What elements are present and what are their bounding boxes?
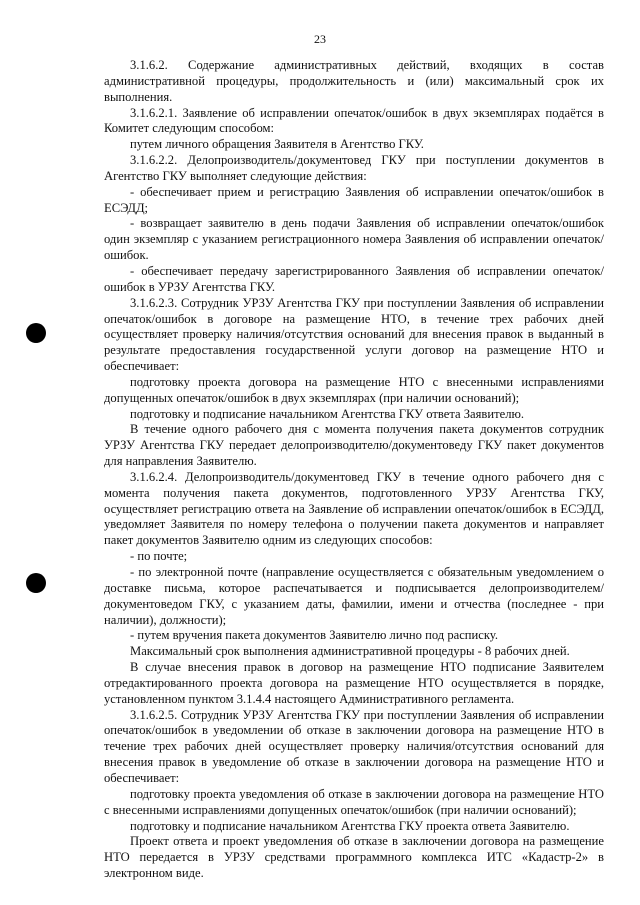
page-number: 23 [314, 32, 326, 46]
punch-hole [26, 323, 46, 343]
paragraph: - по почте; [130, 549, 188, 564]
paragraph: - путем вручения пакета документов Заявителю лично под расписку. [130, 628, 498, 643]
paragraph: 3.1.6.2.1. Заявление об исправлении опечаток/ошибок в двух экземплярах подаётся в Комитет следующим способом: [104, 105, 604, 136]
paragraph: 3.1.6.2.2. Делопроизводитель/документовед ГКУ при поступлении документов в Агентство ГКУ выполняет следующие действия: [104, 153, 604, 183]
paragraph: 3.1.6.2.5. Сотрудник УРЗУ Агентства ГКУ при поступлении Заявления об исправлении опечаток/ошибок в уведомлении об отказе в заключении договора на размещение НТО в течение трех рабочих дней осуществляет проверку наличия/отсутствия оснований для внесения правок в уведомление об отказе в заключении договора на размещение НТО и обеспечивает: [104, 707, 604, 785]
paragraph: подготовку и подписание начальником Агентства ГКУ ответа Заявителю. [130, 406, 525, 421]
paragraph: путем личного обращения Заявителя в Агентство ГКУ. [130, 137, 424, 152]
punch-hole [26, 573, 46, 593]
paragraph: Максимальный срок выполнения административной процедуры - 8 рабочих дней. [130, 644, 570, 659]
paragraph: - по электронной почте (направление осуществляется с обязательным уведомлением о доставке письма, которое распечатывается и подписывается делопроизводителем/документоведом ГКУ, с указанием даты, фамилии, имени и отчества (последнее - при наличии), должности); [104, 565, 604, 627]
paragraph: 3.1.6.2.4. Делопроизводитель/документовед ГКУ в течение одного рабочего дня с момента получения пакета документов, подготовленного УРЗУ Агентства ГКУ, осуществляет регистрацию ответа на Заявление об исправлении опечаток/ошибок в ЕСЭДД, уведомляет Заявителя по номеру телефона о получении пакета документов и направляет пакет документов Заявителю одним из следующих способов: [104, 469, 604, 548]
paragraph: В случае внесения правок в договор на размещение НТО подписание Заявителем отредактированного проекта договора на размещение НТО осуществляется в порядке, установленном пунктом 3.1.4.4 настоящего Административного регламента. [104, 660, 604, 706]
paragraph: Проект ответа и проект уведомления об отказе в заключении договора на размещение НТО передается в УРЗУ средствами программного комплекса ИТС «Кадастр-2» в электронном виде. [104, 834, 604, 881]
paragraph: - обеспечивает передачу зарегистрированного Заявления об исправлении опечаток/ошибок в УРЗУ Агентства ГКУ. [104, 263, 604, 294]
paragraph: подготовку проекта договора на размещение НТО с внесенными исправлениями допущенных опечаток/ошибок в двух экземплярах (при наличии оснований); [104, 374, 604, 405]
paragraph: подготовку проекта уведомления об отказе в заключении договора на размещение НТО с внесенными исправлениями допущенных опечаток/ошибок (при наличии оснований); [104, 786, 604, 817]
paragraph: 3.1.6.2. Содержание административных действий, входящих в состав административной процедуры, продолжительность и (или) максимальный срок их выполнения. [104, 58, 604, 104]
paragraph: 3.1.6.2.3. Сотрудник УРЗУ Агентства ГКУ при поступлении Заявления об исправлении опечаток/ошибок в договоре на размещение НТО, в течение трех рабочих дней осуществляет проверку наличия/отсутствия оснований для внесения правок в выданный в результате предоставления государственной услуги договор на размещение НТО и обеспечивает: [104, 295, 604, 374]
paragraph: - обеспечивает прием и регистрацию Заявления об исправлении опечаток/ошибок в ЕСЭДД; [104, 184, 604, 215]
paragraph: подготовку и подписание начальником Агентства ГКУ проекта ответа Заявителю. [130, 818, 570, 833]
paragraph: - возвращает заявителю в день подачи Заявления об исправлении опечаток/ошибок один экземпляр с указанием регистрационного номера Заявления об исправлении опечаток/ошибок. [104, 216, 604, 263]
document-body [104, 58, 604, 882]
paragraph: В течение одного рабочего дня с момента получения пакета документов сотрудник УРЗУ Агентства ГКУ передает делопроизводителю/документоведу ГКУ пакет документов для направления Заявителю. [104, 422, 604, 469]
